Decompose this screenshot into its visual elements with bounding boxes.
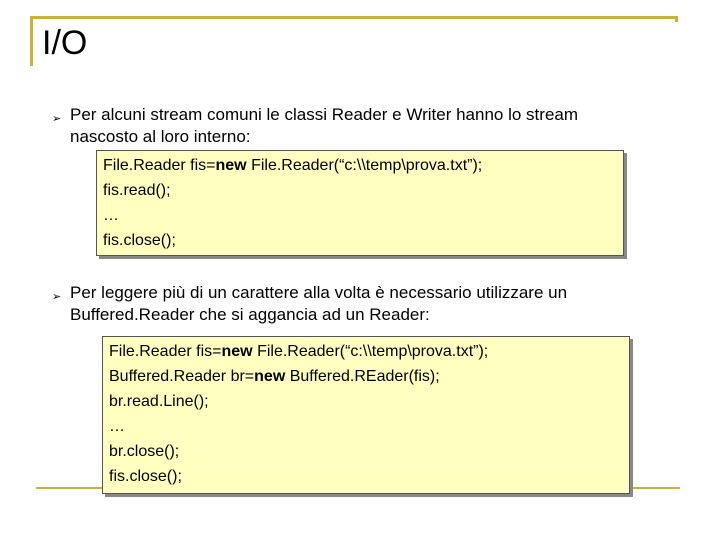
bullet-2-line-1: Per leggere più di un carattere alla volta è necessario utilizzare un: [70, 283, 568, 302]
bullet-2-line-2: Buffered.Reader che si aggancia ad un Reader:: [70, 305, 430, 324]
slide-title: I/O: [42, 24, 88, 62]
footer-line-left: [36, 487, 102, 489]
bullet-1-line-2: nascosto al loro interno:: [70, 127, 251, 146]
code-line: File.Reader fis=new File.Reader(“c:\\temp\prova.txt”);: [103, 157, 483, 174]
footer-line-right: [632, 487, 680, 489]
bullet-1-line-1: Per alcuni stream comuni le classi Reader e Writer hanno lo stream: [70, 105, 579, 124]
code-line: br.close();: [109, 443, 180, 460]
code-line: …: [109, 418, 125, 435]
code-line: File.Reader fis=new File.Reader(“c:\\temp\prova.txt”);: [109, 343, 489, 360]
code-line: fis.read();: [103, 182, 171, 199]
code-line: fis.close();: [109, 468, 182, 485]
code-line: Buffered.Reader br=new Buffered.REader(fis);: [109, 368, 440, 385]
frame-right-tick: [675, 16, 678, 22]
bullet-arrow-icon: ➢: [52, 291, 62, 303]
code-box-2: [102, 336, 630, 494]
code-box-1: [96, 150, 624, 256]
code-line: br.read.Line();: [109, 393, 209, 410]
frame-left-line: [30, 16, 33, 66]
code-line: fis.close();: [103, 232, 176, 249]
code-line: …: [103, 207, 119, 224]
frame-top-line: [30, 16, 678, 19]
bullet-arrow-icon: ➢: [52, 113, 62, 125]
